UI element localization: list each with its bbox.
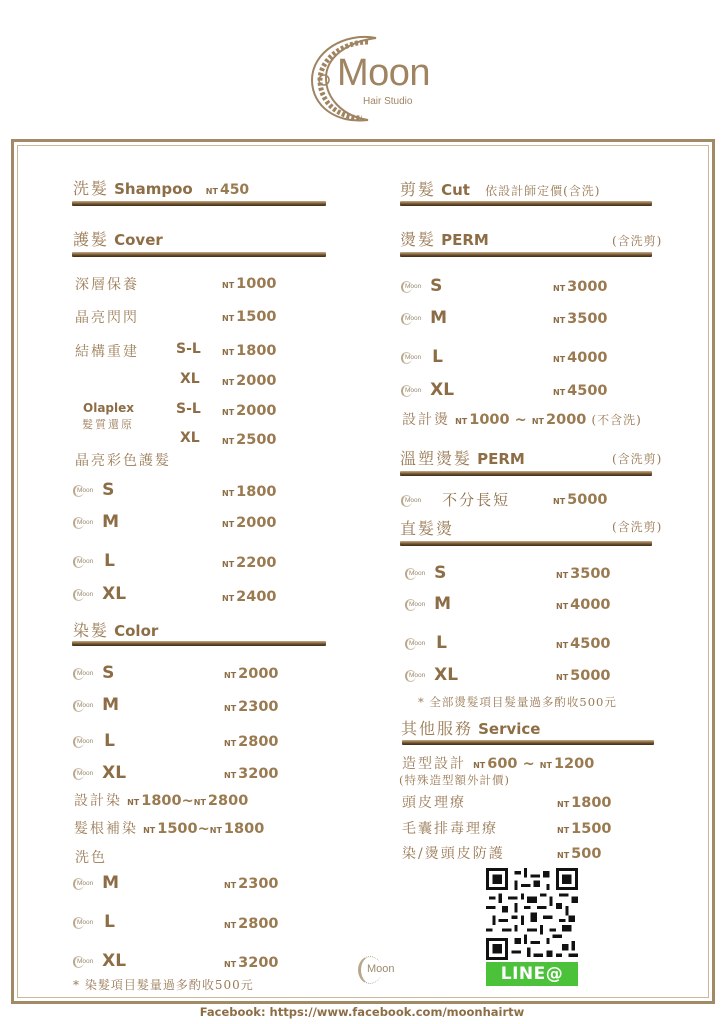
moon-logo-icon: Moon bbox=[73, 956, 93, 968]
size-price: NT 2000 bbox=[222, 515, 277, 531]
perm-volume-note: * 全部燙髮項目髮量過多酌收500元 bbox=[418, 695, 617, 709]
size-price: NT 3500 bbox=[553, 311, 608, 327]
size-price: NT 5000 bbox=[556, 668, 611, 684]
currency-label: NT bbox=[205, 187, 218, 196]
section-divider bbox=[72, 201, 326, 206]
size-row: Moon S bbox=[405, 563, 446, 583]
size-row: Moon XL bbox=[73, 951, 126, 971]
color-heading bbox=[73, 618, 158, 641]
section-divider bbox=[400, 541, 652, 546]
size-row: Moon XL bbox=[401, 380, 454, 400]
cover-item-price: NT 1000 bbox=[222, 276, 277, 292]
brand-subtitle: Hair Studio bbox=[363, 96, 413, 107]
size-price: NT 4000 bbox=[553, 350, 608, 366]
size-row: Moon L bbox=[73, 731, 115, 751]
cover-item-size: XL bbox=[180, 430, 200, 446]
service-item-name: 毛囊排毒理療 bbox=[402, 821, 498, 837]
size-price: NT 5000 bbox=[553, 492, 608, 508]
moon-logo-icon: Moon bbox=[73, 517, 93, 529]
size-row: Moon L bbox=[73, 912, 115, 932]
styling-row: 造型設計 NT 600 ~ NT 1200 bbox=[402, 756, 595, 772]
shampoo-en: Shampoo bbox=[114, 180, 193, 198]
color-cn: 染髮 bbox=[73, 621, 110, 640]
moon-logo-icon: Moon bbox=[73, 700, 93, 712]
cover-item-name: 結構重建 bbox=[75, 344, 139, 360]
section-divider bbox=[400, 471, 652, 476]
color-care-title: 晶亮彩色護髮 bbox=[75, 453, 171, 469]
cover-item-name: 晶亮閃閃 bbox=[75, 310, 139, 326]
size-price: NT 2800 bbox=[224, 916, 279, 932]
service-item-price: NT 500 bbox=[557, 846, 602, 862]
size-price: NT 2000 bbox=[224, 666, 279, 682]
styling-note: (特殊造型額外計價) bbox=[399, 773, 510, 787]
qr-code-icon[interactable] bbox=[486, 868, 578, 960]
small-moon-logo: Moon bbox=[358, 956, 402, 984]
size-price: NT 4000 bbox=[556, 597, 611, 613]
section-divider bbox=[400, 201, 652, 206]
moon-logo-icon: Moon bbox=[401, 385, 421, 397]
cover-item-price: NT 2500 bbox=[222, 432, 277, 448]
size-row: Moon S bbox=[73, 663, 114, 683]
size-price: NT 2400 bbox=[222, 589, 277, 605]
size-row: Moon M bbox=[73, 873, 119, 893]
cover-item-size: XL bbox=[180, 371, 200, 387]
moon-logo-icon: Moon bbox=[73, 878, 93, 890]
olaplex-label: Olaplex bbox=[83, 401, 134, 415]
section-divider bbox=[402, 740, 654, 745]
size-row: Moon L bbox=[405, 633, 447, 653]
moon-logo-icon: Moon bbox=[405, 638, 425, 650]
wash-color-title: 洗色 bbox=[75, 850, 107, 866]
cover-item-size: S-L bbox=[176, 341, 201, 357]
root-color-row: 髮根補染 NT 1500~NT 1800 bbox=[74, 821, 265, 837]
size-price: NT 4500 bbox=[556, 636, 611, 652]
size-price: NT 4500 bbox=[553, 383, 608, 399]
size-price: NT 2200 bbox=[222, 555, 277, 571]
warm-perm-item: Moon 不分長短 bbox=[401, 489, 510, 510]
size-price: NT 2800 bbox=[224, 734, 279, 750]
size-row: Moon L bbox=[401, 347, 443, 367]
shampoo-heading bbox=[73, 176, 249, 199]
service-item-price: NT 1800 bbox=[557, 795, 612, 811]
cut-heading: 剪髮 Cut 依設計師定價(含洗) bbox=[400, 180, 601, 199]
cover-heading bbox=[73, 227, 163, 250]
size-row: Moon M bbox=[401, 308, 447, 328]
perm-note: (含洗剪) bbox=[612, 234, 663, 248]
size-price: NT 3500 bbox=[556, 566, 611, 582]
shampoo-price: 450 bbox=[219, 182, 250, 198]
warm-perm-note: (含洗剪) bbox=[612, 452, 663, 466]
size-row: Moon M bbox=[405, 594, 451, 614]
straight-heading: 直髮燙 bbox=[400, 519, 455, 538]
size-price: NT 3000 bbox=[553, 279, 608, 295]
cover-item-price: NT 1800 bbox=[222, 343, 277, 359]
service-heading: 其他服務 Service bbox=[401, 719, 541, 738]
size-price: NT 2300 bbox=[224, 699, 279, 715]
service-item-name: 染/燙頭皮防護 bbox=[402, 846, 505, 862]
warm-perm-heading: 溫塑燙髮 PERM bbox=[400, 449, 525, 468]
moon-logo-icon: Moon bbox=[405, 599, 425, 611]
cover-item-price: NT 1500 bbox=[222, 309, 277, 325]
facebook-link[interactable]: Facebook: https://www.facebook.com/moonhairtw bbox=[199, 1005, 525, 1019]
cover-en: Cover bbox=[114, 231, 163, 249]
design-perm-row: 設計燙 NT 1000 ~ NT 2000 (不含洗) bbox=[402, 412, 642, 428]
shampoo-cn: 洗髮 bbox=[73, 179, 110, 198]
moon-logo-icon: Moon bbox=[73, 556, 93, 568]
moon-logo-icon: Moon bbox=[73, 485, 93, 497]
design-color-row: 設計染 NT 1800~NT 2800 bbox=[74, 793, 249, 809]
size-price: NT 3200 bbox=[224, 766, 279, 782]
brand-name: Moon bbox=[337, 52, 431, 94]
moon-logo-icon: Moon bbox=[401, 495, 421, 507]
size-row: Moon S bbox=[73, 480, 114, 500]
moon-logo-icon: Moon bbox=[405, 568, 425, 580]
size-price: NT 3200 bbox=[224, 955, 279, 971]
section-divider bbox=[400, 252, 652, 257]
moon-logo-icon: Moon bbox=[73, 768, 93, 780]
moon-logo-icon: Moon bbox=[73, 589, 93, 601]
cover-item-name: 深層保養 bbox=[75, 277, 139, 293]
color-note: * 染髮項目髮量過多酌收500元 bbox=[73, 978, 254, 992]
section-divider bbox=[72, 252, 326, 257]
moon-logo-icon: Moon bbox=[401, 352, 421, 364]
cover-item-name: 髮質還原 bbox=[82, 418, 134, 431]
service-item-price: NT 1500 bbox=[557, 821, 612, 837]
cover-item-size: S-L bbox=[176, 401, 201, 417]
service-item-name: 頭皮理療 bbox=[402, 795, 466, 811]
moon-logo-icon: Moon bbox=[73, 917, 93, 929]
moon-logo-icon: Moon bbox=[401, 313, 421, 325]
cover-cn: 護髮 bbox=[73, 230, 110, 249]
size-price: NT 1800 bbox=[222, 484, 277, 500]
moon-logo-icon: Moon bbox=[401, 281, 421, 293]
section-divider bbox=[72, 641, 326, 646]
size-row: Moon XL bbox=[73, 584, 126, 604]
moon-logo-icon: Moon bbox=[73, 668, 93, 680]
straight-note: (含洗剪) bbox=[612, 520, 663, 534]
size-price: NT 2300 bbox=[224, 876, 279, 892]
size-row: Moon XL bbox=[73, 763, 126, 783]
cover-item-price: NT 2000 bbox=[222, 403, 277, 419]
size-row: Moon M bbox=[73, 695, 119, 715]
moon-logo-icon: Moon bbox=[73, 736, 93, 748]
perm-heading: 燙髮 PERM bbox=[400, 230, 489, 249]
size-row: Moon S bbox=[401, 276, 442, 296]
cover-item-price: NT 2000 bbox=[222, 373, 277, 389]
line-at-button[interactable]: LINE@ bbox=[486, 962, 578, 986]
color-en: Color bbox=[114, 622, 159, 640]
size-row: Moon XL bbox=[405, 665, 458, 685]
size-row: Moon M bbox=[73, 512, 119, 532]
size-row: Moon L bbox=[73, 551, 115, 571]
moon-logo-icon: Moon bbox=[405, 670, 425, 682]
brand-logo bbox=[300, 28, 450, 128]
